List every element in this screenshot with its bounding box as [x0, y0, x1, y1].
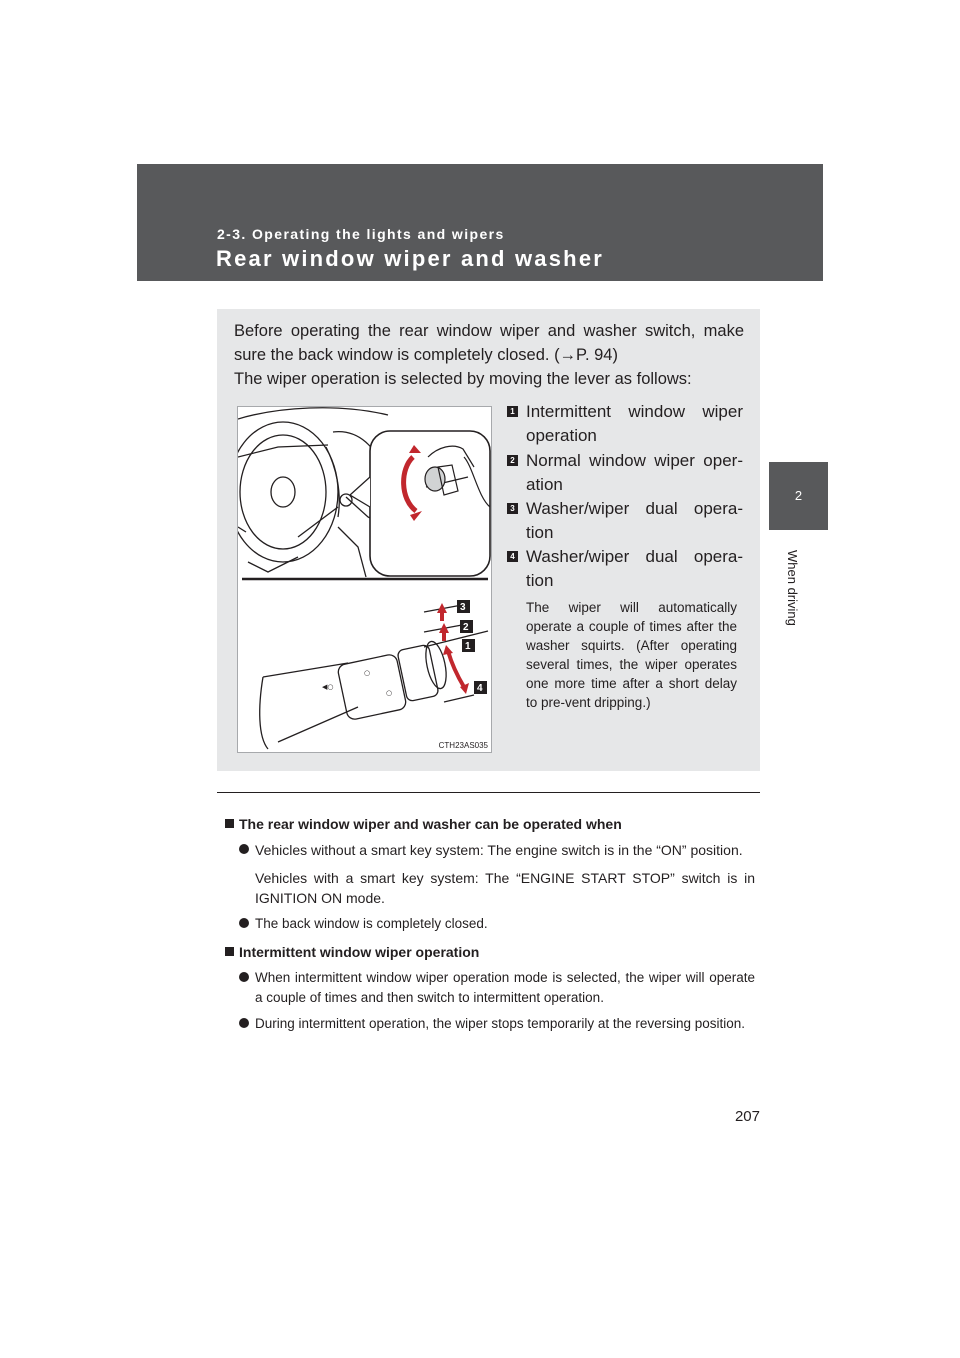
- chapter-label-container: [762, 550, 822, 630]
- svg-text:○: ○: [364, 669, 371, 677]
- bullet-dot-icon: [239, 1018, 249, 1028]
- callout-2: 2: [463, 622, 469, 633]
- step-2: [507, 449, 743, 497]
- body-text: [225, 810, 755, 1034]
- list-item-text: The back window is completely closed.: [255, 916, 488, 931]
- figure-code: CTH23AS035: [438, 741, 488, 750]
- wiper-lever-illustration: [237, 406, 492, 753]
- bullet-dot-icon: [239, 918, 249, 928]
- step-number-4: 4: [507, 551, 518, 562]
- step-text-2: Normal window wiper oper-ation: [526, 451, 743, 494]
- list-item-text: Vehicles without a smart key system: The engine switch is in the “ON” position.: [255, 842, 743, 858]
- step-text-1: Intermittent window wiper operation: [526, 402, 743, 445]
- list-item-text: During intermittent operation, the wiper stops temporarily at the reversing position.: [255, 1016, 745, 1031]
- callout-1: 1: [465, 641, 471, 652]
- list-item-continuation: Vehicles with a smart key system: The “ENGINE START STOP” switch is in IGNITION ON mode.: [255, 870, 755, 906]
- section-heading-1-text: The rear window wiper and washer can be operated when: [239, 816, 622, 832]
- chapter-number: 2: [794, 488, 803, 503]
- page-number: 207: [734, 1108, 760, 1125]
- chapter-tab[interactable]: [769, 462, 828, 530]
- step-text-3: Washer/wiper dual opera-tion: [526, 499, 743, 542]
- heading-square-icon: [225, 819, 234, 828]
- list-item: [225, 840, 755, 860]
- intro-line-1: Before operating the rear window wiper and washer switch, make sure the back window is completely closed. (→P. 94): [234, 322, 744, 364]
- list-item: [225, 968, 755, 1008]
- callout-3: 3: [460, 602, 466, 613]
- step-number-3: 3: [507, 503, 518, 514]
- illustration-drawing: [238, 407, 491, 752]
- list-item-text: When intermittent window wiper operation mode is selected, the wiper will operate a couple of times and then switch to intermittent operation.: [255, 970, 755, 1005]
- svg-text:○: ○: [386, 689, 393, 697]
- bullet-dot-icon: [239, 972, 249, 982]
- section-heading-2-text: Intermittent window wiper operation: [239, 944, 480, 960]
- intro-line-2: The wiper operation is selected by moving the lever as follows:: [234, 370, 692, 388]
- step-note: The wiper will automatically operate a couple of times after the washer squirts. (After operating several times, the wiper operates one more time after a short delay to pre-vent dripping.): [526, 600, 737, 710]
- list-item: [225, 914, 755, 934]
- section-heading-2: [225, 942, 755, 962]
- section-divider: [217, 792, 760, 793]
- step-number-1: 1: [507, 406, 518, 417]
- bullet-dot-icon: [239, 844, 249, 854]
- svg-text:◀○: ◀○: [322, 683, 334, 691]
- step-number-2: 2: [507, 455, 518, 466]
- section-heading-1: [225, 814, 755, 834]
- page-title: Rear window wiper and washer: [216, 246, 605, 271]
- step-3: [507, 497, 743, 545]
- list-item: [225, 1014, 755, 1034]
- step-4: [507, 545, 743, 593]
- intro-text: [234, 319, 744, 391]
- chapter-label: When driving: [785, 550, 800, 626]
- section-label: 2-3. Operating the lights and wipers: [217, 226, 505, 242]
- step-1: [507, 400, 743, 448]
- callout-4: 4: [477, 683, 483, 694]
- heading-square-icon: [225, 947, 234, 956]
- step-text-4: Washer/wiper dual opera-tion: [526, 547, 743, 590]
